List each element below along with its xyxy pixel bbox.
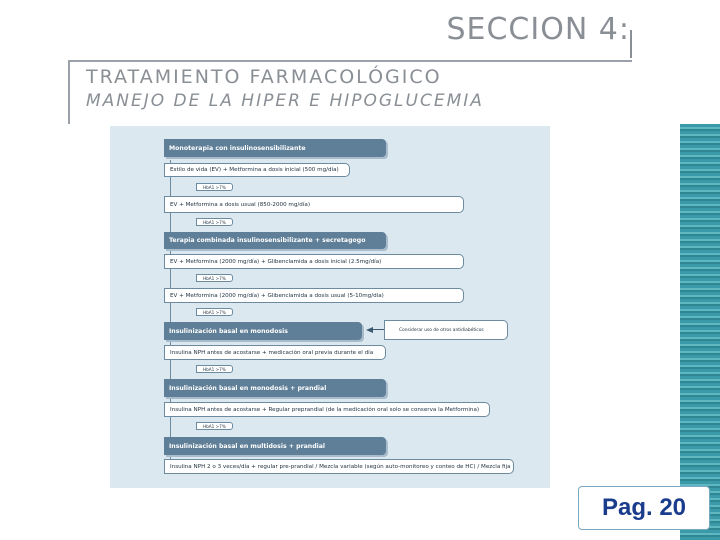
flow-header-monotherapy: Monoterapia con insulinosensibilizante (164, 139, 386, 157)
flow-header-multidose: Insulinización basal en multidosis + prandial (164, 437, 386, 455)
flow-header-basal: Insulinización basal en monodosis (164, 322, 362, 340)
section-divider (630, 30, 632, 58)
hba1c-check: HbA1 >7% (196, 365, 233, 373)
hba1c-check: HbA1 >7% (196, 422, 233, 430)
frame-left-line (68, 60, 70, 124)
flow-step-4: EV + Metformina (2000 mg/día) + Glibenclamida a dosis usual (5-10mg/día) (164, 288, 464, 303)
section-title: SECCION 4: (446, 12, 630, 47)
flow-step-7: Insulina NPH 2 o 3 veces/día + regular pre-prandial / Mezcla variable (según auto-monitoreo y conteo de HC) / Mezcla fija (164, 459, 514, 474)
flow-step-1: Estilo de vida (EV) + Metformina a dosis inicial (500 mg/día) (164, 163, 350, 177)
slide-subtitle: MANEJO DE LA HIPER E HIPOGLUCEMIA (86, 91, 484, 111)
frame-top-line (68, 60, 632, 62)
hba1c-check: HbA1 >7% (196, 183, 233, 191)
flow-step-2: EV + Metformina a dosis usual (850-2000 mg/día) (164, 196, 464, 213)
side-arrowhead (366, 327, 373, 333)
page-number-badge: Pag. 20 (578, 486, 710, 530)
side-note-box: Considerar uso de otros antidiabéticos (384, 320, 508, 340)
slide-title: TRATAMIENTO FARMACOLÓGICO (86, 66, 442, 88)
flow-header-basal-prandial: Insulinización basal en monodosis + prandial (164, 379, 386, 397)
flow-step-5: Insulina NPH antes de acostarse + medicación oral previa durante el día (164, 345, 386, 360)
hba1c-check: HbA1 >7% (196, 218, 233, 226)
decorative-stripes (680, 124, 720, 540)
flowchart-panel (110, 126, 550, 488)
hba1c-check: HbA1 >7% (196, 274, 233, 282)
flow-step-6: Insulina NPH antes de acostarse + Regular preprandial (de la medicación oral solo se conserva la Metformina) (164, 402, 490, 417)
flow-step-3: EV + Metformina (2000 mg/día) + Glibenclamida a dosis inicial (2.5mg/día) (164, 254, 464, 269)
flow-header-combined: Terapia combinada insulinosensibilizante + secretagogo (164, 232, 386, 249)
hba1c-check: HbA1 >7% (196, 308, 233, 316)
